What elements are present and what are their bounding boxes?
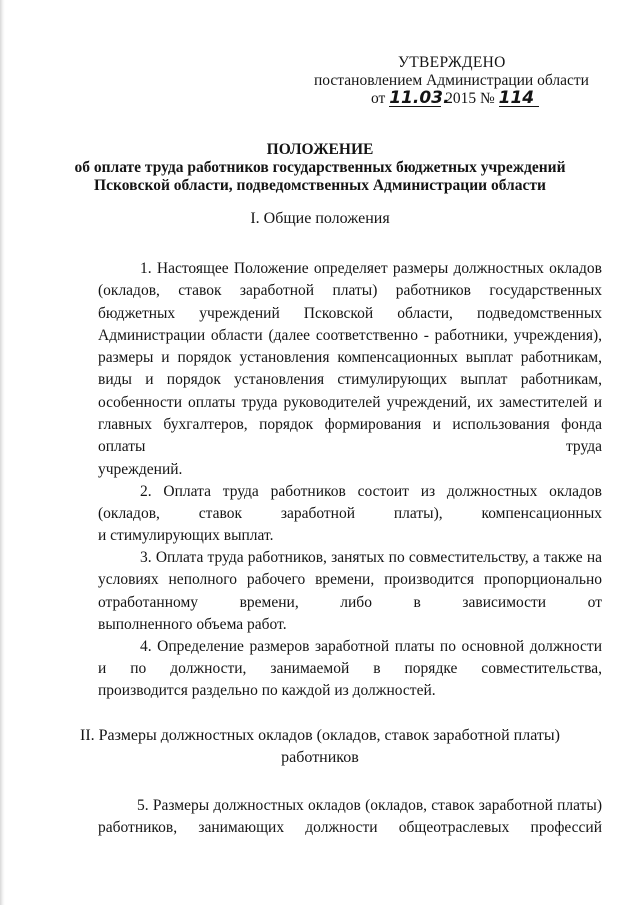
paragraph-3-last-line: выполненного объема работ. [98,616,287,633]
paragraph-1-last-line: учреждений. [98,461,183,478]
section-heading-2-line2: работников [281,749,359,766]
paragraph-2-text: 2. Оплата труда работников состоит из должностных окладов (окладов, ставок заработной платы), компенсационных [98,483,602,523]
resolution-date-line [300,90,620,108]
paragraph-5 [98,795,602,840]
handwritten-number: 114 [499,90,539,107]
document-subtitle-line2: Псковской области, подведомственных Администрации области [94,177,546,194]
paragraph-3 [98,547,602,614]
paragraph-1 [98,258,602,459]
approved-by-resolution: постановлением Администрации области [314,72,589,89]
paragraph-2 [98,481,602,526]
paragraph-4 [98,636,602,681]
handwritten-date: 11.03. [389,88,450,108]
date-prefix: от [371,90,386,107]
paragraph-1-text: 1. Настоящее Положение определяет размеры должностных окладов (окладов, ставок заработной платы) работников государственных бюджетных учреждений Псковской области, подведомственных Администрации области (далее соответственно - работники, учреждения), размеры и порядок установления компенсационных выплат работникам, виды и порядок установления стимулирующих выплат работникам, особенности оплаты труда руководителей учреждений, их заместителей и главных бухгалтеров, порядок формирования и использования фонда оплаты труда [98,260,602,456]
paragraph-4-last-line: производится раздельно по каждой из должностей. [98,682,436,699]
paragraph-2-last-line: и стимулирующих выплат. [98,527,274,544]
document-subtitle-line1: об оплате труда работников государственных бюджетных учреждений [74,159,566,176]
section-heading-2 [0,725,640,769]
section-heading-1: I. Общие положения [250,210,390,227]
approval-stamp-block [300,54,620,108]
resolution-year: 2015 № [445,90,495,107]
document-title: ПОЛОЖЕНИЕ [266,141,374,158]
scan-left-edge [0,0,5,905]
paragraph-3-text: 3. Оплата труда работников, занятых по совместительству, а также на условиях неполного рабочего времени, производится пропорционально отработанному времени, либо в зависимости от [98,549,602,611]
paragraph-4-text: 4. Определение размеров заработной платы по основной должности и по должности, занимаемой в порядке совместительства, [98,638,602,678]
paragraph-5-text: 5. Размеры должностных окладов (окладов, ставок заработной платы) работников, занимающих должности общеотраслевых профессий [98,797,602,837]
section-heading-2-line1: II. Размеры должностных окладов (окладов, ставок заработной платы) [80,727,560,744]
approved-label: УТВЕРЖДЕНО [398,54,506,71]
